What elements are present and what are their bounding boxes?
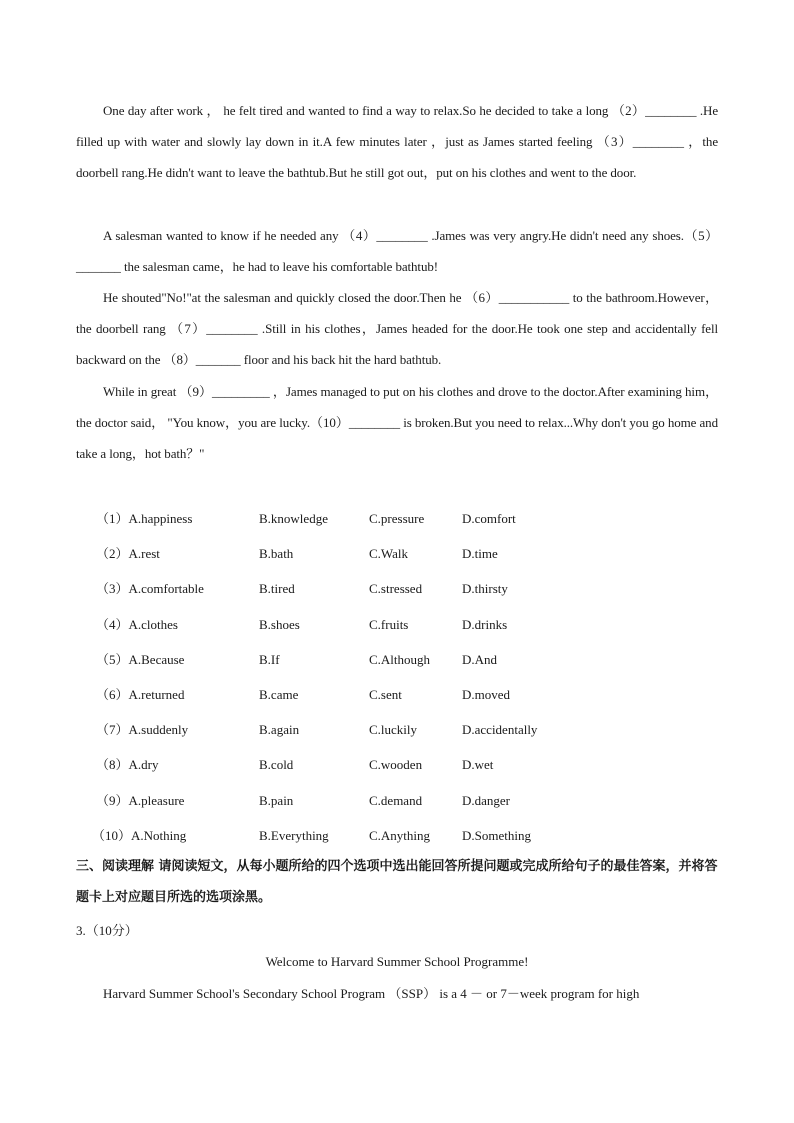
option-c: C.pressure	[369, 511, 425, 526]
option-c: C.luckily	[369, 722, 418, 738]
option-b: B.again	[259, 722, 300, 738]
option-d: D.accidentally	[462, 722, 538, 738]
option-a: （6）A.returned	[96, 686, 185, 702]
option-b: B.knowledge	[259, 511, 328, 526]
option-b: B.If	[259, 651, 280, 667]
passage-paragraph-3: He shouted"No!"at the salesman and quickly closed the door.Then he （6）___________ to the bathroom.However，the doorbell rang （7）________ .Still in his clothes，James headed for the door.He took one step and accidentally fell backward on the （8）_______ floor and his back hit the hard bathtub.	[76, 290, 718, 367]
section-heading: 三、阅读理解 请阅读短文，从每小题所给的四个选项中选出能回答所提问题或完成所给句子的最佳答案，并将答题卡上对应题目所选的选项涂黑。	[76, 859, 718, 905]
passage-first-line: Harvard Summer School's Secondary School Program （SSP） is a 4 － or 7－week program for high	[103, 986, 640, 1001]
option-row	[96, 537, 596, 572]
question-number: 3.（10分）	[76, 923, 138, 938]
option-b: B.came	[259, 686, 299, 702]
option-d: D.thirsty	[462, 581, 508, 597]
option-d: D.drinks	[462, 616, 508, 632]
option-b: B.Everything	[259, 827, 329, 843]
option-c: C.wooden	[369, 757, 423, 773]
passage-title: Welcome to Harvard Summer School Programme!	[265, 954, 529, 969]
option-d: D.time	[462, 546, 498, 562]
option-c: C.Although	[369, 651, 431, 667]
option-d: D.moved	[462, 686, 511, 702]
option-a: （4）A.clothes	[96, 616, 178, 632]
option-c: C.sent	[369, 686, 402, 702]
option-b: B.tired	[259, 581, 295, 597]
option-row	[96, 713, 596, 748]
option-b: B.shoes	[259, 616, 300, 632]
option-row	[96, 502, 596, 537]
option-a: （7）A.suddenly	[96, 722, 189, 738]
option-b: B.cold	[259, 757, 294, 773]
option-d: D.danger	[462, 792, 511, 808]
option-c: C.demand	[369, 792, 423, 808]
answer-options-list	[92, 502, 596, 854]
passage-paragraph-2: A salesman wanted to know if he needed any （4）________ .James was very angry.He didn't need any shoes.（5）_______ the salesman came，he had to leave his comfortable bathtub!	[76, 228, 718, 274]
passage-paragraph-4: While in great （9）_________ ，James managed to put on his clothes and drove to the doctor.After examining him，the doctor said， "You know，you are lucky.（10）________ is broken.But you need to relax...Why don't you go home and take a long，hot bath？"	[76, 384, 718, 461]
option-row	[96, 748, 596, 783]
option-row	[96, 678, 596, 713]
option-d: D.And	[462, 651, 498, 667]
option-a: （5）A.Because	[96, 651, 185, 667]
option-row	[92, 819, 596, 854]
option-row	[96, 784, 596, 819]
option-c: C.fruits	[369, 616, 409, 632]
option-row	[96, 608, 596, 643]
passage-paragraph-1: One day after work ， he felt tired and wanted to find a way to relax.So he decided to take a long （2）________ .He filled up with water and slowly lay down in it.A few minutes later ，just as James started feeling （3）________ ，the doorbell rang.He didn't want to leave the bathtub.But he still got out，put on his clothes and went to the door.	[76, 103, 718, 180]
option-a: （10）A.Nothing	[92, 827, 187, 843]
option-row	[96, 572, 596, 607]
option-a: （2）A.rest	[96, 546, 160, 562]
option-row	[96, 643, 596, 678]
option-b: B.bath	[259, 546, 294, 562]
option-a: （1）A.happiness	[96, 511, 193, 526]
option-a: （9）A.pleasure	[96, 792, 185, 808]
option-a: （3）A.comfortable	[96, 581, 204, 597]
option-c: C.Walk	[369, 546, 409, 562]
option-b: B.pain	[259, 792, 294, 808]
option-d: D.Something	[462, 827, 531, 843]
option-d: D.comfort	[462, 511, 516, 526]
option-d: D.wet	[462, 757, 494, 773]
option-a: （8）A.dry	[96, 757, 159, 773]
option-c: C.Anything	[369, 827, 431, 843]
option-c: C.stressed	[369, 581, 423, 597]
